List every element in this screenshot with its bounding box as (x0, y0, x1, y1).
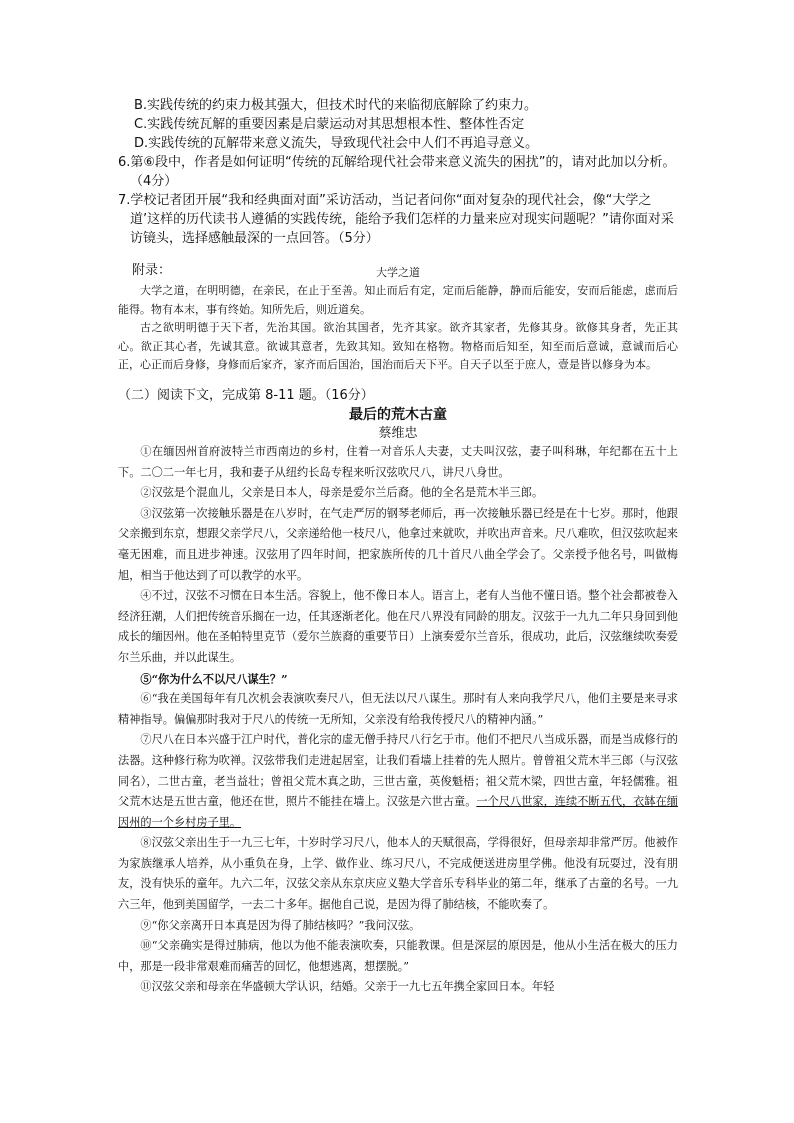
paragraph-5: ⑤“你为什么不以尺八谋生？” (140, 671, 288, 686)
section-two-header (118, 386, 678, 443)
classic-title: 大学之道 (376, 266, 420, 279)
appendix-label: 附录： (132, 263, 172, 278)
classic-paragraph-2: 古之欲明明德于天下者，先治其国。欲治其国者，先齐其家。欲齐其家者，先修其身。欲修其身者，先正其心。欲正其心者，先诚其意。欲诚其意者，先致其知。致知在格物。物格而后知至，知至而后意诚，意诚而后心正，心正而后身修，身修而后家齐，家齐而后国治，国治而后天下平。自天子以至于庶人，壹是皆以修身为本。 (118, 321, 678, 371)
option-b: B.实践传统的约束力极其强大，但技术时代的来临彻底解除了约束力。 (134, 98, 538, 113)
paragraph-3: ③汉弦第一次接触乐器是在八岁时，在气走严厉的钢琴老师后，再一次接触乐器已经是在十七岁。那时，他跟父亲搬到东京，想跟父亲学尺八，父亲递给他一枝尺八，他拿过来就吹，并吹出声音来。尺八难吹，但汉弦吹起来毫无困难，而且进步神速。汉弦用了四年时间，把家族所传的几十首尺八曲全学会了。父亲授予他名号，叫做梅旭，相当于他达到了可以教学的水平。 (118, 506, 678, 582)
paragraph-9: ⑨“你父亲离开日本真是因为得了肺结核吗？”我问汉弦。 (140, 918, 421, 932)
paragraph-7-text: ⑦尺八在日本兴盛于江户时代，普化宗的虚无僧手持尺八行乞于市。他们不把尺八当成乐器，而是当成修行的法器。这种修行称为吹禅。汉弦带我们走进起居室，让我们看墙上挂着的先人照片。曾曾祖父荒木半三郎（与汉弦同名），二世古童，老当益壮；曾祖父荒木真之助，三世古童，英俊魁梧；祖父荒木梁，四世古童，年轻儒雅。祖父荒木达是五世古童，他还在世，照片不能挂在墙上。汉弦是六世古童。 (118, 733, 678, 809)
paragraph-7-underlined: 一个尺八世家，连续不断五代，衣缽在缅因州的一个乡村房子里。 (118, 795, 678, 829)
paragraph-10: ⑩“父亲确实是得过肺病，他以为他不能表演吹奏，只能教课。但是深层的原因是，他从小生活在极大的压力中，那是一段非常艰难而痛苦的回忆，他想逃离，想摆脱。” (118, 939, 678, 973)
question-6: 6.第⑥段中，作者是如何证明“传统的瓦解给现代社会带来意义流失的困扰”的，请对此加以分析。（4分） (118, 155, 676, 189)
question-7: 7.学校记者团开展“我和经典面对面”采访活动，当记者问你“面对复杂的现代社会，像“大学之道’这样的历代读书人遵循的实践传统，能给予我们怎样的力量来应对现实问题呢？”请你面对采访镜头，选择感触最深的一点回答。（5分） (118, 193, 674, 246)
classic-paragraph-1: 大学之道，在明明德，在亲民，在止于至善。知止而后有定，定而后能静，静而后能安，安而后能虑，虑而后能得。物有本末，事有终始。知所先后，则近道矣。 (118, 284, 678, 316)
paragraph-2: ②汉弦是个混血儿，父亲是日本人，母亲是爱尔兰后裔。他的全名是荒木半三郎。 (140, 486, 544, 500)
option-d: D.实践传统的瓦解带来意义流失，导致现代社会中人们不再追寻意义。 (134, 136, 539, 151)
paragraph-8: ⑧汉弦父亲出生于一九三七年，十岁时学习尺八，他本人的天赋很高，学得很好，但母亲却非常严厉。他被作为家族继承人培养，从小重负在身，上学、做作业、练习尺八，不完成便送进房里学佛。他没有玩耍过，没有朋友，没有快乐的童年。九六二年，汉弦父亲从东京庆应义塾大学音乐专科毕业的第二年，继承了古童的名号。一九六三年，他到美国留学，一去二十多年。据他自己说，是因为得了肺结核，不能吹奏了。 (118, 836, 678, 912)
paragraph-1: ①在缅因州首府波特兰市西南边的乡村，住着一对音乐人夫妻，丈夫叫汉弦，妻子叫科琳，年纪都在五十上下。二〇二一年七月，我和妻子从纽约长岛专程来听汉弦吹尺八，讲尺八身世。 (118, 445, 678, 479)
article-author: 蔡维忠 (378, 426, 418, 441)
paragraph-4: ④不过，汉弦不习惯在日本生活。容貌上，他不像日本人。语言上，老有人当他不懂日语。整个社会都被卷入经济狂潮，人们把传统音乐搁在一边，任其逐渐老化。他在尺八界没有同龄的朋友。汉弦于一九九二年只身回到他成长的缅因州。他在圣帕特里克节（爱尔兰族裔的重要节日）上演奏爱尔兰音乐，很成功，此后，汉弦继续吹奏爱尔兰乐曲，并以此谋生。 (118, 589, 678, 664)
paragraph-6: ⑥“我在美国每年有几次机会表演吹奏尺八，但无法以尺八谋生。那时有人来向我学尺八，他们主要是来寻求精神指导。偏偏那时我对于尺八的传统一无所知，父亲没有给我传授尺八的精神内涵。” (118, 692, 678, 726)
section-heading: （二）阅读下文，完成第 8-11 题。（16分） (118, 388, 374, 403)
paragraph-11: ⑪汉弦父亲和母亲在华盛顿大学认识，结婚。父亲于一九七五年携全家回日本。年轻 (140, 980, 555, 994)
paragraph-7 (118, 730, 678, 833)
option-c: C.实践传统瓦解的重要因素是启蒙运动对其思想根本性、整体性否定 (134, 117, 525, 132)
article-title: 最后的荒木古童 (349, 407, 447, 423)
classic-text (118, 262, 678, 375)
article-body (118, 442, 678, 998)
